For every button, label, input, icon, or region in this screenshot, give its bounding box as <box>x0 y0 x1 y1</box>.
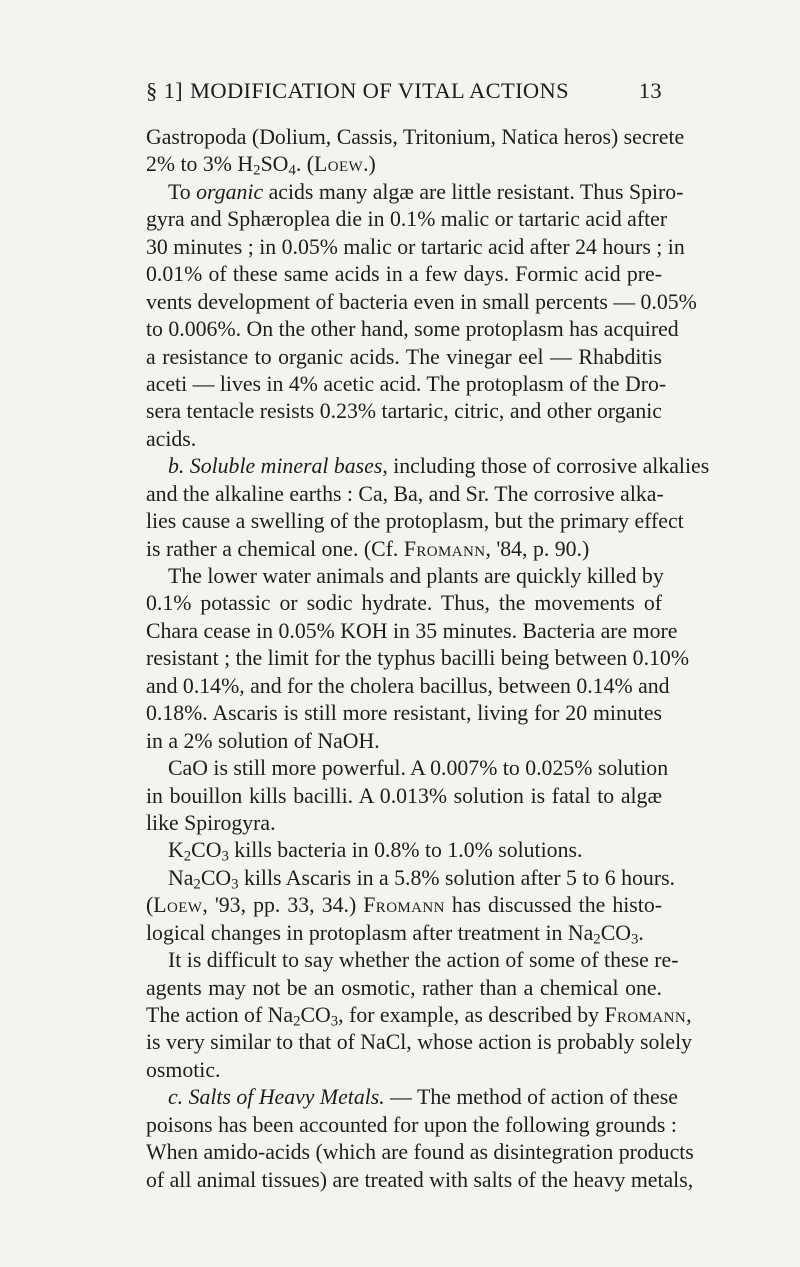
text-line: in a 2% solution of NaOH. <box>146 728 380 753</box>
text-line: osmotic. <box>146 1057 221 1082</box>
text-line: lies cause a swelling of the protoplasm, but the primary effect <box>146 509 684 534</box>
text-line: is rather a chemical one. (Cf. Fromann, '84, p. 90.) <box>146 536 590 561</box>
text-line: Chara cease in 0.05% KOH in 35 minutes. Bacteria are more <box>146 618 678 643</box>
text-line: 2% to 3% $H_2SO_4$. (Loew.) <box>146 152 376 180</box>
text-line: resistant ; the limit for the typhus bacilli being between 0.10% <box>146 646 689 671</box>
text-line: b. Soluble mineral bases, including those of corrosive alkalies <box>168 454 710 479</box>
section-marker: § 1] <box>146 78 184 103</box>
text-line: The lower water animals and plants are quickly killed by <box>168 564 664 588</box>
text-line: sera tentacle resists 0.23% tartaric, citric, and other organic <box>146 399 662 424</box>
text-line: poisons has been accounted for upon the following grounds : <box>146 1112 677 1137</box>
text-line: $Na_2CO_3$ kills Ascaris in a 5.8% solution after 5 to 6 hours. <box>168 865 676 893</box>
text-line: and 0.14%, and for the cholera bacillus, between 0.14% and <box>146 673 670 698</box>
text-line: 0.1% potassic or sodic hydrate. Thus, the movements of <box>146 591 662 616</box>
text-line: of all animal tissues) are treated with salts of the heavy metals, <box>146 1167 694 1192</box>
text-line: 0.01% of these same acids in a few days. Formic acid pre- <box>146 262 662 287</box>
text-line: a resistance to organic acids. The vinegar eel — Rhabditis <box>146 344 662 369</box>
text-line: It is difficult to say whether the action of some of these re- <box>168 948 679 973</box>
text-line: and the alkaline earths : Ca, Ba, and Sr. The corrosive alka- <box>146 481 664 506</box>
text-line: is very similar to that of NaCl, whose action is probably solely <box>146 1030 693 1055</box>
text-line: like Spirogyra. <box>146 810 276 835</box>
author-citation: Fromann <box>363 893 445 918</box>
text-line: aceti — lives in 4% acetic acid. The protoplasm of the Dro- <box>146 371 667 396</box>
section-heading-b: b. Soluble mineral bases <box>168 454 383 479</box>
text-line: vents development of bacteria even in small percents — 0.05% <box>146 289 697 314</box>
text-line: Gastropoda (Dolium, Cassis, Tritonium, Natica heros) secrete <box>146 125 685 149</box>
text-line: gyra and Sphæroplea die in 0.1% malic or tartaric acid after <box>146 207 668 232</box>
author-citation: Loew <box>314 152 364 177</box>
text-line: $K_2CO_3$ kills bacteria in 0.8% to 1.0% solutions. <box>168 838 583 866</box>
text-line: agents may not be an osmotic, rather than a chemical one. <box>146 975 662 1000</box>
text-line: logical changes in protoplasm after treatment in $Na_2CO_3$. <box>146 920 644 948</box>
author-citation: Fromann <box>604 1003 687 1027</box>
text-line: in bouillon kills bacilli. A 0.013% solution is fatal to algæ <box>146 783 662 808</box>
text-line: CaO is still more powerful. A 0.007% to 0.025% solution <box>168 756 669 781</box>
text-line: (Loew, '93, pp. 33, 34.) Fromann has discussed the histo- <box>146 893 662 918</box>
text-line: c. Salts of Heavy Metals. — The method of action of these <box>168 1085 678 1110</box>
text-line: The action of $Na_2CO_3$, for example, as described by Fromann, <box>146 1003 692 1030</box>
text-line: To organic acids many algæ are little resistant. Thus Spiro- <box>168 179 684 204</box>
section-heading-c: c. Salts of Heavy Metals. <box>168 1085 385 1110</box>
text-line: acids. <box>146 426 197 451</box>
author-citation: Fromann <box>403 536 486 561</box>
text-line: When amido-acids (which are found as disintegration products <box>146 1140 694 1165</box>
author-citation: Loew <box>153 893 203 918</box>
running-header <box>146 74 662 108</box>
running-title: MODIFICATION OF VITAL ACTIONS <box>190 78 569 103</box>
text-line: 30 minutes ; in 0.05% malic or tartaric acid after 24 hours ; in <box>146 234 685 259</box>
text-line: 0.18%. Ascaris is still more resistant, living for 20 minutes <box>146 701 662 726</box>
page-number: 13 <box>638 78 662 103</box>
body-text <box>146 124 710 1194</box>
text-line: to 0.006%. On the other hand, some protoplasm has acquired <box>146 317 679 342</box>
